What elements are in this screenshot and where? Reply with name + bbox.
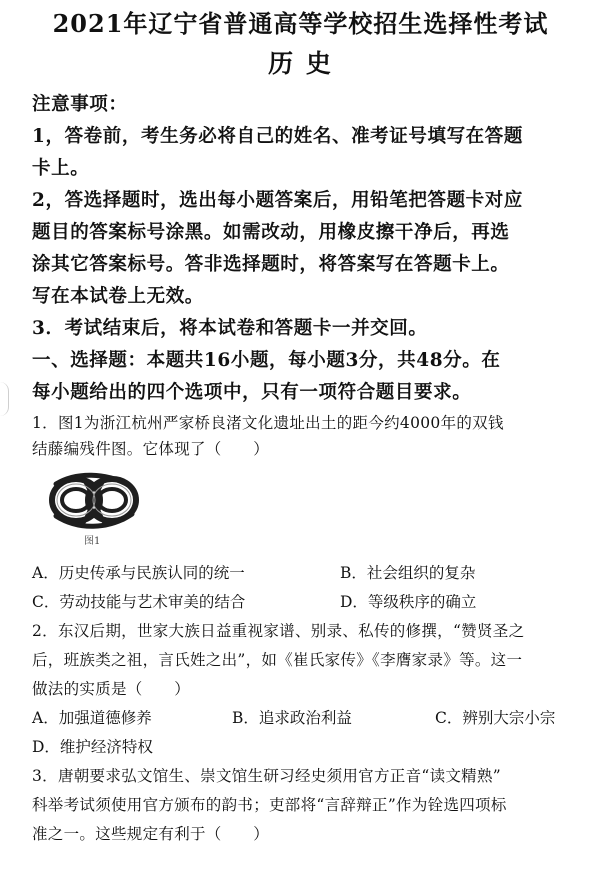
notice-line: 涂其它答案标号。答非选择题时，将答案写在答题卡上。 xyxy=(32,254,510,275)
question-1-option-b: B．社会组织的复杂 xyxy=(340,564,476,582)
question-1-text: 1．图1为浙江杭州严家桥良渚文化遗址出土的距今约4000年的双钱 xyxy=(32,414,504,432)
page-edge-mark xyxy=(0,382,9,416)
question-3-text: 3．唐朝要求弘文馆生、崇文馆生研习经史须用官方正音“读文精熟” xyxy=(32,767,502,785)
question-2-option-c: C．辨别大宗小宗 xyxy=(435,709,556,727)
exam-title: 2021年辽宁省普通高等学校招生选择性考试 xyxy=(52,9,549,38)
question-2-option-b: B．追求政治利益 xyxy=(232,709,352,727)
notice-line: 题目的答案标号涂黑。如需改动，用橡皮擦干净后，再选 xyxy=(32,222,510,243)
notice-line: 1，答卷前，考生务必将自己的姓名、准考证号填写在答题 xyxy=(32,126,523,147)
section-heading: 每小题给出的四个选项中，只有一项符合题目要求。 xyxy=(32,382,472,403)
subject-title: 历 史 xyxy=(268,49,333,78)
question-1-text: 结藤编残件图。它体现了（ ） xyxy=(32,440,270,458)
question-1-option-a: A．历史传承与民族认同的统一 xyxy=(32,564,245,582)
figure-caption: 图1 xyxy=(84,536,101,547)
question-2-text: 后，班族类之祖，言氏姓之出”，如《崔氏家传》《李膺家录》等。这一 xyxy=(32,651,523,669)
question-1-option-c: C．劳动技能与艺术审美的结合 xyxy=(32,593,246,611)
notice-line: 2，答选择题时，选出每小题答案后，用铅笔把答题卡对应 xyxy=(32,190,523,211)
section-heading: 一、选择题：本题共16小题，每小题3分，共48分。在 xyxy=(32,350,501,371)
question-2-option-a: A．加强道德修养 xyxy=(32,709,152,727)
knot-image xyxy=(46,470,144,532)
question-2-text: 2．东汉后期，世家大族日益重视家谱、别录、私传的修撰，“赞贤圣之 xyxy=(32,622,525,640)
notice-line: 卡上。 xyxy=(32,158,90,179)
question-2-text: 做法的实质是（ ） xyxy=(32,680,191,698)
question-1-option-d: D．等级秩序的确立 xyxy=(340,593,477,611)
question-3-text: 准之一。这些规定有利于（ ） xyxy=(32,825,270,843)
question-3-text: 科举考试须使用官方颁布的韵书；吏部将“言辞辩正”作为铨选四项标 xyxy=(32,796,507,814)
notice-line: 写在本试卷上无效。 xyxy=(32,286,204,307)
notice-line: 3．考试结束后，将本试卷和答题卡一并交回。 xyxy=(32,318,428,339)
notice-heading: 注意事项： xyxy=(32,94,128,115)
question-2-option-d: D．维护经济特权 xyxy=(32,738,153,756)
